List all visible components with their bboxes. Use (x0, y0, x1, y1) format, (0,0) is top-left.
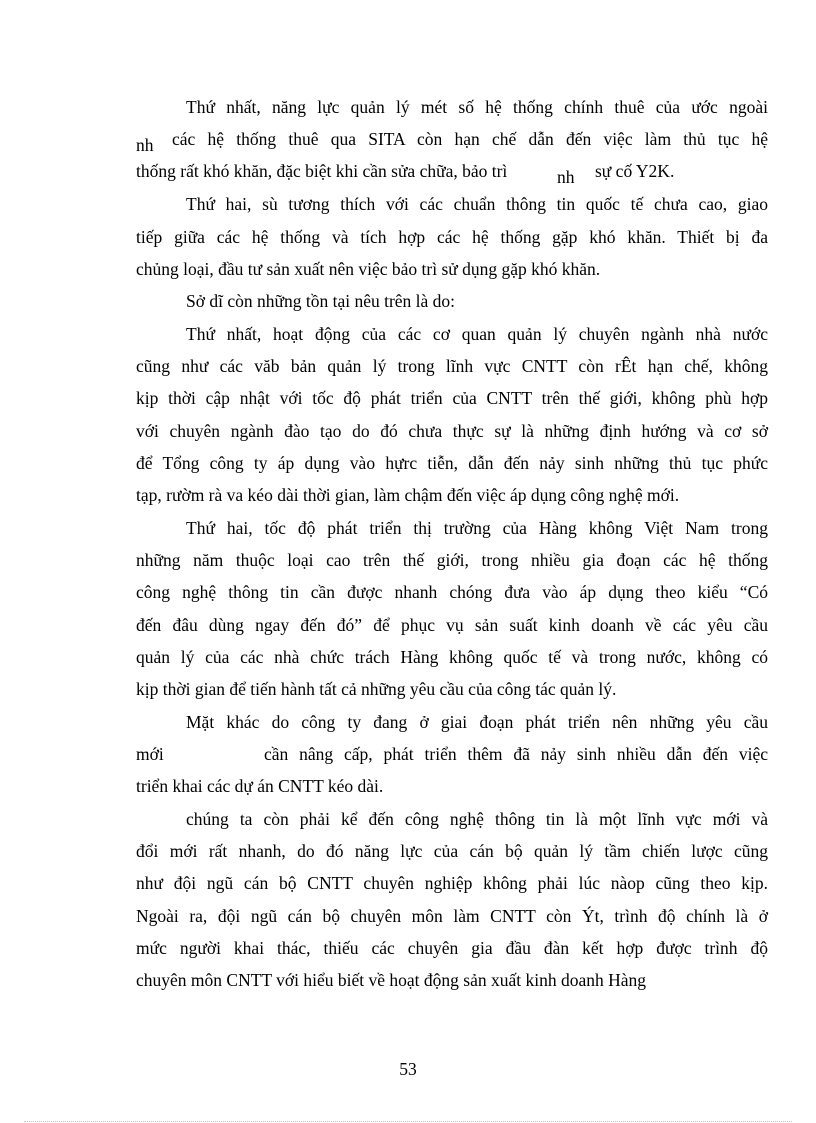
text-line: với chuyên ngành đào tạo do đó chưa thực sự là những định hướng và cơ sở (136, 421, 768, 441)
page-bottom-divider (24, 1121, 792, 1122)
text-line: chúng ta còn phải kể đến công nghệ thông tin là một lĩnh vực mới và (186, 809, 768, 829)
text-line: mức người khai thác, thiếu các chuyên gia đầu đàn kết hợp được trình độ (136, 938, 768, 958)
text-line: chủng loại, đầu tư sản xuất nên việc bảo trì sử dụng gặp khó khăn. (136, 259, 601, 279)
text-line: thống rất khó khăn, đặc biệt khi cần sửa chữa, bảo trì (136, 161, 508, 181)
text-line: Thứ hai, tốc độ phát triển thị trường của Hàng không Việt Nam trong (186, 518, 768, 538)
text-line: kịp thời gian để tiến hành tất cả những yêu cầu của công tác quản lý. (136, 679, 617, 699)
text-line: Thứ nhất, năng lực quản lý mét số hệ thống chính thuê của ước ngoài (186, 97, 768, 117)
text-line: triển khai các dự án CNTT kéo dài. (136, 776, 384, 796)
text-line: cần nâng cấp, phát triển thêm đã nảy sinh nhiều dẫn đến việc (264, 744, 768, 764)
text-line: Sở dĩ còn những tồn tại nêu trên là do: (186, 291, 456, 311)
text-line: quản lý của các nhà chức trách Hàng không quốc tế và trong nước, không có (136, 647, 768, 667)
text-line: tạp, rườm rà va kéo dài thời gian, làm chậm đến việc áp dụng công nghệ mới. (136, 485, 680, 505)
page-number: 53 (399, 1059, 417, 1079)
text-line: kịp thời cập nhật với tốc độ phát triển của CNTT trên thế giới, không phù hợp (136, 388, 768, 408)
text-line: cũng như các văb bản quản lý trong lĩnh vực CNTT còn rÊt hạn chế, không (136, 356, 768, 376)
text-line: các hệ thống thuê qua SITA còn hạn chế dẫn đến việc làm thủ tục hệ (172, 129, 768, 149)
text-fragment: mới (136, 744, 164, 764)
text-line: như đội ngũ cán bộ CNTT chuyên nghiệp không phải lúc nàop cũng theo kịp. (136, 873, 768, 893)
text-line: để Tổng công ty áp dụng vào hựrc tiễn, dẫn đến nảy sinh những thủ tục phức (136, 453, 768, 473)
text-fragment: sự cố Y2K. (595, 161, 675, 181)
stray-fragment: nh (557, 167, 575, 187)
text-line: đến đâu dùng ngay đến đó” để phục vụ sản suất kinh doanh về các yêu cầu (136, 615, 768, 635)
text-line: Ngoài ra, đội ngũ cán bộ chuyên môn làm CNTT còn Ýt, trình độ chính là ở (136, 906, 768, 926)
text-line: đổi mới rất nhanh, do đó năng lực của cán bộ quản lý tầm chiến lược cũng (136, 841, 768, 861)
text-line: tiếp giữa các hệ thống và tích hợp các hệ thống gặp khó khăn. Thiết bị đa (136, 227, 768, 247)
text-line: chuyên môn CNTT với hiểu biết về hoạt động sản xuất kinh doanh Hàng (136, 970, 647, 990)
text-line: Thứ hai, sù tương thích với các chuẩn thông tin quốc tế chưa cao, giao (186, 194, 768, 214)
stray-fragment: nh (136, 135, 154, 155)
text-line: những năm thuộc loại cao trên thế giới, trong nhiều gia đoạn các hệ thống (136, 550, 768, 570)
text-line: Thứ nhất, hoạt động của các cơ quan quản lý chuyên ngành nhà nước (186, 324, 768, 344)
text-line: công nghệ thông tin cần được nhanh chóng đưa vào áp dụng theo kiểu “Có (136, 582, 768, 602)
text-line: Mặt khác do công ty đang ở giai đoạn phát triển nên những yêu cầu (186, 712, 768, 732)
